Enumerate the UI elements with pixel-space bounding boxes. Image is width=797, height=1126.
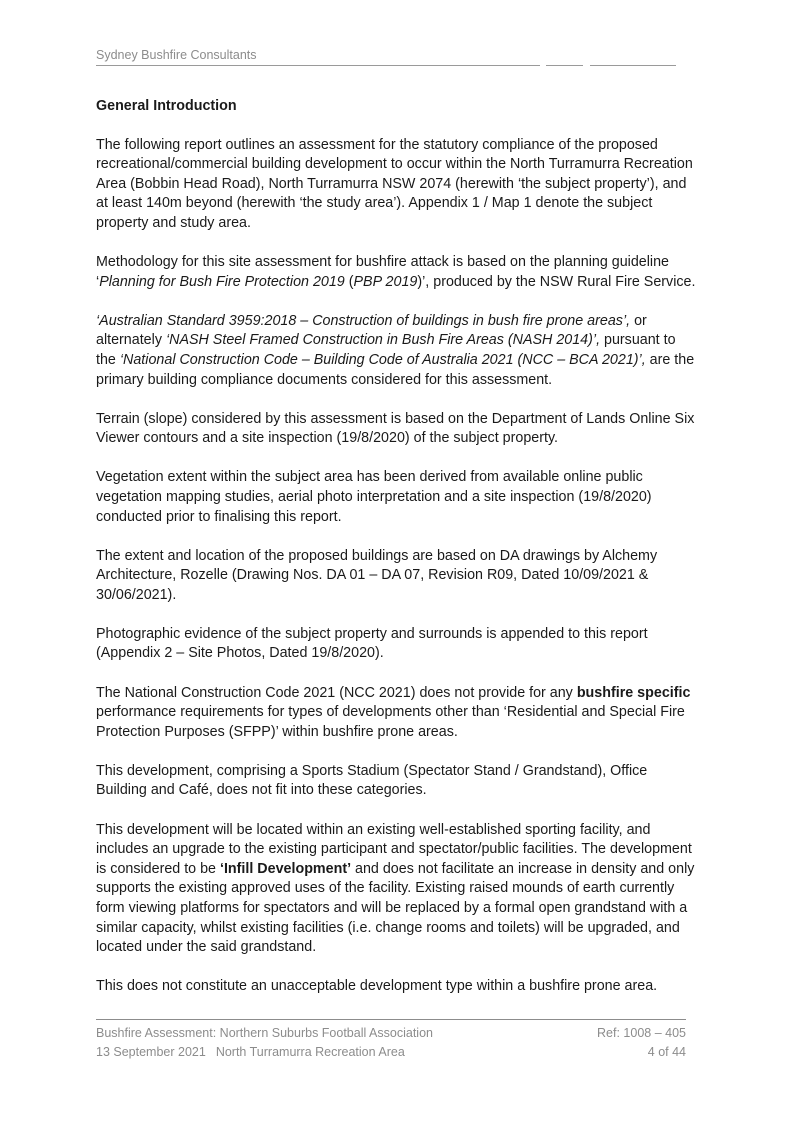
paragraph-methodology (96, 253, 698, 292)
text-run: performance requirements for types of developments other than ‘Residential and Special Fire Protection Purposes (SFPP)’ within bushfire prone areas. (96, 704, 685, 740)
paragraph-photos: Photographic evidence of the subject property and surrounds is appended to this report (Appendix 2 – Site Photos, Dated 19/8/2020). (96, 625, 648, 662)
bold-run: ‘Infill Development’ (219, 860, 352, 877)
footer-date: 13 September 2021 (96, 1045, 206, 1059)
header-rule-gap (583, 62, 590, 68)
header-firm-name: Sydney Bushfire Consultants (96, 48, 257, 62)
italic-run: Planning for Bush Fire Protection 2019 (99, 273, 345, 290)
bold-run: bushfire specific (576, 684, 691, 701)
text-run: )’, produced by the NSW Rural Fire Service. (417, 273, 696, 290)
text-run: The National Construction Code 2021 (NCC 2021) does not provide for any (96, 684, 577, 701)
paragraph-buildings: The extent and location of the proposed buildings are based on DA drawings by Alchemy Architecture, Rozelle (Drawing Nos. DA 01 – DA 07, Revision R09, Dated 10/09/2021 & 30/06/2021). (96, 547, 658, 603)
page-footer (96, 1019, 686, 1062)
text-run: are the primary building compliance documents considered for this assessment. (96, 351, 695, 388)
page-number: 4 of 44 (647, 1045, 686, 1059)
footer-location: North Turramurra Recreation Area (215, 1045, 405, 1059)
italic-run: ‘National Construction Code – Building Code of Australia 2021 (NCC – BCA 2021)’, (119, 351, 646, 368)
paragraph-categories: This development, comprising a Sports Stadium (Spectator Stand / Grandstand), Office Building and Café, does not fit into these categories. (96, 762, 648, 799)
paragraph-terrain: Terrain (slope) considered by this assessment is based on the Department of Lands Online Six Viewer contours and a site inspection (19/8/2020) of the subject property. (96, 410, 695, 447)
document-body (96, 97, 698, 1016)
footer-date-location (96, 1043, 405, 1062)
section-heading: General Introduction (96, 98, 237, 114)
text-run: This development will be located within an existing well-established sporting facility, and includes an upgrade to the existing participant and spectator/public facilities. The development is considered to be (96, 821, 692, 877)
text-run: Methodology for this site assessment for bushfire attack is based on the planning guideline ‘ (96, 254, 670, 290)
paragraph-ncc (96, 684, 698, 743)
footer-row (96, 1024, 686, 1043)
page-header (96, 48, 676, 66)
paragraph-standards (96, 312, 698, 390)
text-run: pursuant to the (96, 332, 676, 368)
text-run: ( (344, 273, 354, 290)
paragraph-vegetation: Vegetation extent within the subject area has been derived from available online public vegetation mapping studies, aerial photo interpretation and a site inspection (19/8/2020) conducted prior to finalising this report. (96, 469, 652, 525)
header-rule-gap (540, 62, 546, 68)
italic-run: ‘NASH Steel Framed Construction in Bush Fire Areas (NASH 2014)’, (165, 332, 601, 349)
footer-row (96, 1043, 686, 1062)
text-run: or alternately (96, 312, 647, 349)
footer-report-title: Bushfire Assessment: Northern Suburbs Football Association (96, 1026, 433, 1040)
italic-run: PBP 2019 (353, 273, 418, 290)
paragraph-infill (96, 821, 698, 958)
paragraph-conclusion: This does not constitute an unacceptable development type within a bushfire prone area. (96, 978, 658, 995)
footer-reference: Ref: 1008 – 405 (597, 1026, 686, 1040)
text-run: and does not facilitate an increase in density and only supports the existing approved uses of the facility. Existing raised mounds of earth currently form viewing platforms for spectators and will be replaced by a formal open grandstand with a similar capacity, whilst existing facilities (i.e. change rooms and toilets) will be upgraded, and located under the said grandstand. (96, 860, 695, 956)
italic-run: ‘Australian Standard 3959:2018 – Construction of buildings in bush fire prone areas’, (96, 312, 631, 329)
paragraph-intro: The following report outlines an assessment for the statutory compliance of the proposed recreational/commercial building development to occur within the North Turramurra Recreation Area (Bobbin Head Road), North Turramurra NSW 2074 (herewith ‘the subject property’), and at least 140m beyond (herewith ‘the study area’). Appendix 1 / Map 1 denote the subject property and study area. (96, 136, 693, 231)
